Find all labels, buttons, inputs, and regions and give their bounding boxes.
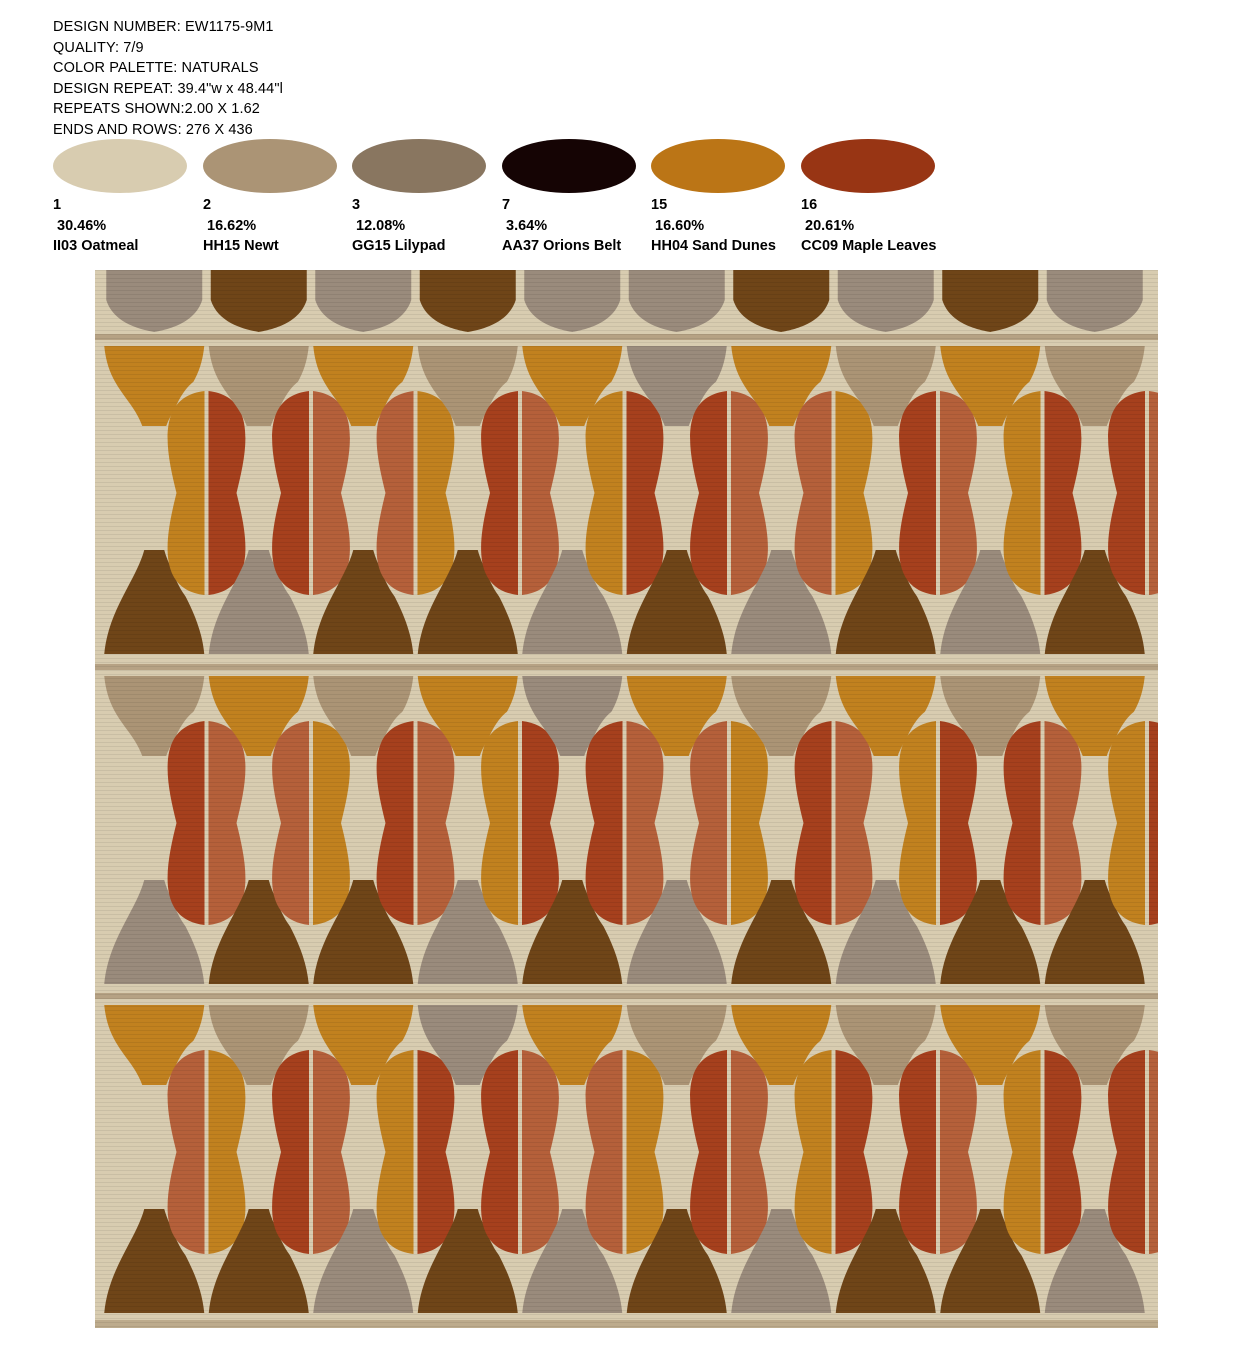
- color-swatch: [651, 139, 785, 193]
- color-name: HH04 Sand Dunes: [651, 238, 776, 254]
- color-number: 16: [801, 197, 818, 213]
- color-chip: [801, 139, 941, 257]
- quality: QUALITY: 7/9: [53, 39, 144, 56]
- color-chip: [502, 139, 642, 257]
- color-percent: 30.46%: [57, 217, 107, 234]
- rug-pattern-preview: [95, 270, 1158, 1328]
- color-swatch: [53, 139, 187, 193]
- color-swatch: [801, 139, 935, 193]
- color-percent: 3.64%: [506, 217, 548, 234]
- color-swatch: [352, 139, 486, 193]
- color-palette: COLOR PALETTE: NATURALS: [53, 60, 259, 77]
- color-number: 7: [502, 197, 511, 213]
- color-name: GG15 Lilypad: [352, 238, 446, 254]
- color-number: 3: [352, 197, 361, 213]
- color-number: 15: [651, 197, 668, 213]
- color-chip: [651, 139, 791, 257]
- color-name: CC09 Maple Leaves: [801, 238, 937, 254]
- color-swatch: [502, 139, 636, 193]
- color-percent: 16.62%: [207, 217, 257, 234]
- color-swatch: [203, 139, 337, 193]
- repeats-shown: REPEATS SHOWN:2.00 X 1.62: [53, 101, 260, 118]
- color-percent: 16.60%: [655, 217, 705, 234]
- color-percent: 12.08%: [356, 217, 406, 234]
- design-number: DESIGN NUMBER: EW1175-9M1: [53, 19, 274, 35]
- color-name: II03 Oatmeal: [53, 238, 139, 254]
- color-chip: [352, 139, 492, 257]
- ends-and-rows: ENDS AND ROWS: 276 X 436: [53, 121, 253, 138]
- color-chip: [53, 139, 193, 257]
- design-specs: [53, 17, 283, 141]
- color-chip: [203, 139, 343, 257]
- color-number: 1: [53, 197, 62, 213]
- color-name: AA37 Orions Belt: [502, 238, 622, 254]
- rug-pattern-image: [95, 270, 1158, 1328]
- color-name: HH15 Newt: [203, 238, 279, 254]
- design-repeat: DESIGN REPEAT: 39.4"w x 48.44"l: [53, 80, 283, 97]
- color-percent: 20.61%: [805, 217, 855, 234]
- color-palette-chips: [53, 139, 953, 259]
- color-number: 2: [203, 197, 212, 213]
